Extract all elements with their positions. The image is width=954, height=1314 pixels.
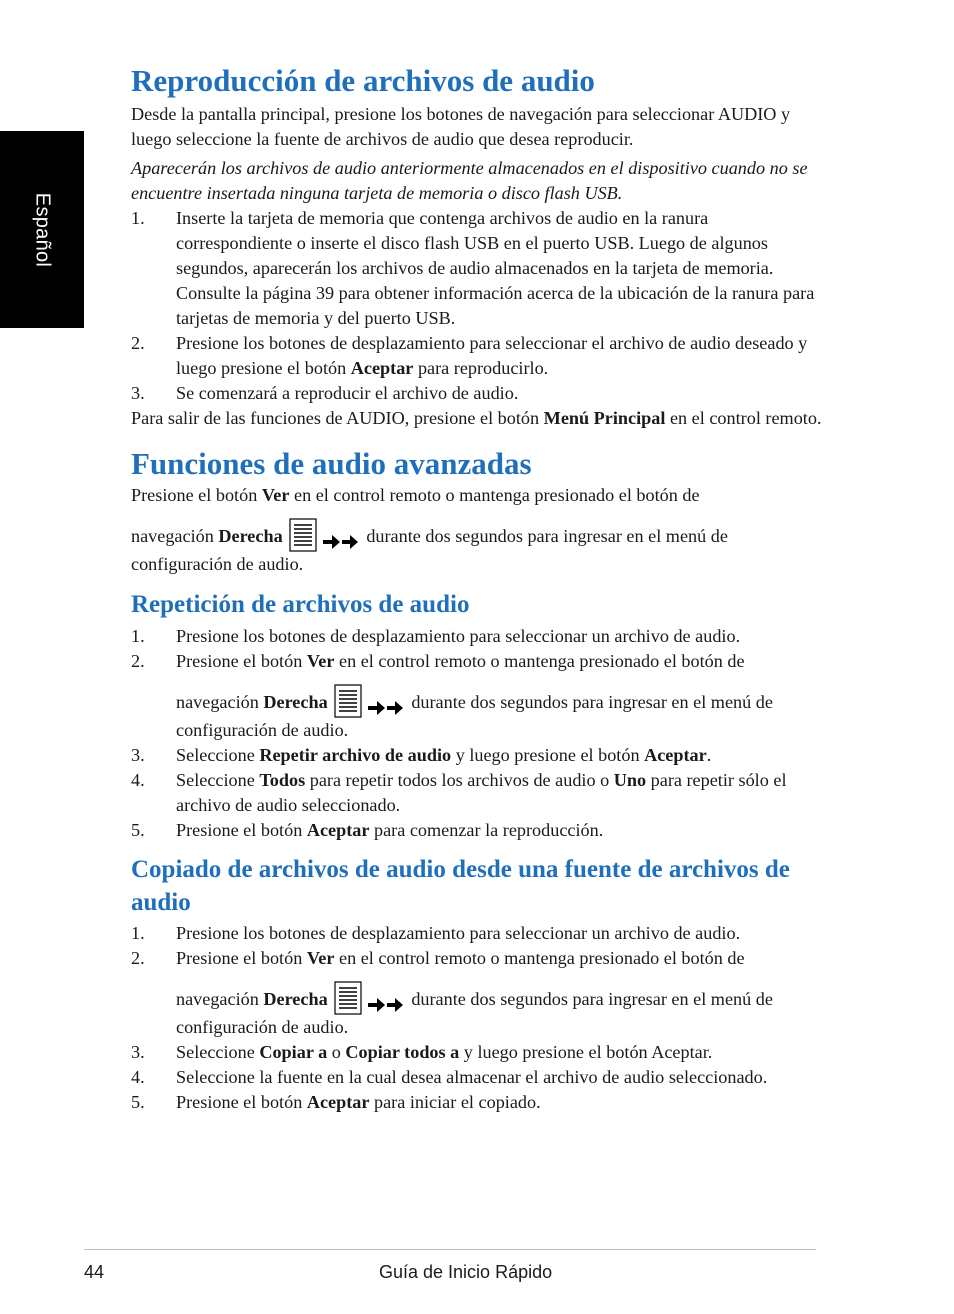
list-item <box>131 743 823 768</box>
note-paragraph: Aparecerán los archivos de audio anteriormente almacenados en el dispositivo cuando no se encuentre insertada ninguna tarjeta de memoria o disco flash USB. <box>131 158 808 203</box>
step-bold: Aceptar <box>644 745 707 765</box>
step-text: durante dos segundos para ingresar en el menú de configuración de audio. <box>176 692 773 740</box>
step-bold: Ver <box>306 651 335 671</box>
step-text: navegación <box>176 692 264 712</box>
step-number: 1. <box>131 626 145 646</box>
step-number: 2. <box>131 333 145 353</box>
list-item <box>131 206 823 331</box>
step-text: en el control remoto o mantenga presionado el botón de <box>334 651 745 671</box>
step-text: para comenzar la reproducción. <box>369 820 604 840</box>
step-bold: Copiar todos a <box>345 1042 460 1062</box>
intro-paragraph: Desde la pantalla principal, presione los botones de navegación para seleccionar AUDIO y luego seleccione la fuente de archivos de audio que desea reproducir. <box>131 104 791 149</box>
step-number: 5. <box>131 820 145 840</box>
double-right-arrow-icon <box>367 995 405 1015</box>
list-item <box>131 624 823 649</box>
step-bold: Derecha <box>263 692 328 712</box>
step-text: Inserte la tarjeta de memoria que contenga archivos de audio en la ranura correspondiente o inserte el disco flash USB en el puerto USB. Luego de algunos segundos, aparecerán los archivos de audio almacenados en la tarjeta de memoria. Consulte la página 39 para obtener información acerca de la ubicación de la ranura para tarjetas de memoria y del puerto USB. <box>176 208 815 328</box>
footer-divider <box>84 1249 816 1250</box>
step-text: en el control remoto o mantenga presionado el botón de <box>334 948 745 968</box>
step-text: y luego presione el botón Aceptar. <box>459 1042 713 1062</box>
outro-text: en el control remoto. <box>665 408 822 428</box>
menu-lines-icon <box>289 518 317 552</box>
step-text: Presione el botón <box>176 1092 307 1112</box>
step-text: Seleccione <box>176 1042 260 1062</box>
nav-icons <box>334 684 405 718</box>
list-item <box>131 381 823 406</box>
para-text: durante dos segundos para ingresar en el menú de configuración de audio. <box>131 526 728 574</box>
section-title-advanced: Funciones de audio avanzadas <box>131 446 532 481</box>
footer-title: Guía de Inicio Rápido <box>379 1262 553 1282</box>
nav-line <box>176 981 823 1040</box>
step-text: para repetir todos los archivos de audio o <box>305 770 614 790</box>
copy-steps <box>131 921 823 1115</box>
playback-steps <box>131 206 823 406</box>
repeat-steps <box>131 624 823 843</box>
nav-icons <box>334 981 405 1015</box>
step-bold: Uno <box>613 770 647 790</box>
nav-line <box>131 518 823 577</box>
step-text: para iniciar el copiado. <box>369 1092 541 1112</box>
step-text: Seleccione la fuente en la cual desea almacenar el archivo de audio seleccionado. <box>176 1067 768 1087</box>
step-bold: Aceptar <box>306 1092 370 1112</box>
step-bold: Copiar a <box>259 1042 328 1062</box>
step-bold: Repetir archivo de audio <box>259 745 452 765</box>
step-bold: Derecha <box>263 989 328 1009</box>
step-text: o <box>327 1042 346 1062</box>
step-number: 3. <box>131 1042 145 1062</box>
outro-bold: Menú Principal <box>543 408 666 428</box>
double-right-arrow-icon <box>322 532 360 552</box>
list-item <box>131 921 823 946</box>
list-item <box>131 1040 823 1065</box>
step-text: para repetir sólo el archivo de audio seleccionado. <box>176 770 787 815</box>
step-text: Presione el botón <box>176 948 307 968</box>
step-number: 4. <box>131 1067 145 1087</box>
para-text: navegación <box>131 526 219 546</box>
step-number: 2. <box>131 651 145 671</box>
step-text: Presione los botones de desplazamiento para seleccionar un archivo de audio. <box>176 626 741 646</box>
page-number: 44 <box>84 1262 105 1282</box>
double-right-arrow-icon <box>367 698 405 718</box>
list-item <box>131 946 823 1040</box>
list-item <box>131 649 823 743</box>
step-text: Seleccione <box>176 745 260 765</box>
list-item <box>131 1090 823 1115</box>
para-text: Presione el botón <box>131 485 262 505</box>
menu-lines-icon <box>334 684 362 718</box>
step-bold: Aceptar <box>350 358 414 378</box>
menu-lines-icon <box>334 981 362 1015</box>
step-text: navegación <box>176 989 264 1009</box>
list-item <box>131 768 823 818</box>
step-text: Seleccione <box>176 770 260 790</box>
step-text: . <box>706 745 712 765</box>
step-text: para reproducirlo. <box>413 358 549 378</box>
step-text: Presione el botón <box>176 651 307 671</box>
para-bold: Ver <box>261 485 290 505</box>
list-item <box>131 331 823 381</box>
step-number: 1. <box>131 923 145 943</box>
step-number: 5. <box>131 1092 145 1112</box>
advanced-paragraph <box>131 483 823 577</box>
step-bold: Todos <box>259 770 306 790</box>
page-content <box>131 62 823 1115</box>
step-number: 1. <box>131 208 145 228</box>
para-text: en el control remoto o mantenga presionado el botón de <box>289 485 700 505</box>
section-title-copy: Copiado de archivos de audio desde una fuente de archivos de audio <box>131 856 790 916</box>
para-bold: Derecha <box>218 526 283 546</box>
step-text: Presione el botón <box>176 820 307 840</box>
step-text: durante dos segundos para ingresar en el menú de configuración de audio. <box>176 989 773 1037</box>
nav-icons <box>289 518 360 552</box>
outro-text: Para salir de las funciones de AUDIO, presione el botón <box>131 408 544 428</box>
step-text: Presione los botones de desplazamiento para seleccionar un archivo de audio. <box>176 923 741 943</box>
language-label: Español <box>31 192 54 267</box>
step-number: 4. <box>131 770 145 790</box>
section-title-repeat: Repetición de archivos de audio <box>131 591 470 618</box>
list-item <box>131 1065 823 1090</box>
step-number: 3. <box>131 383 145 403</box>
step-text: y luego presione el botón <box>451 745 645 765</box>
step-text: Se comenzará a reproducir el archivo de audio. <box>176 383 519 403</box>
outro-paragraph <box>131 406 823 431</box>
step-bold: Ver <box>306 948 335 968</box>
step-text: Presione los botones de desplazamiento para seleccionar el archivo de audio deseado y luego presione el botón <box>176 333 808 378</box>
step-bold: Aceptar <box>306 820 370 840</box>
nav-line <box>176 684 823 743</box>
section-title-playback: Reproducción de archivos de audio <box>131 63 595 98</box>
language-tab <box>0 131 84 328</box>
step-number: 3. <box>131 745 145 765</box>
step-number: 2. <box>131 948 145 968</box>
list-item <box>131 818 823 843</box>
